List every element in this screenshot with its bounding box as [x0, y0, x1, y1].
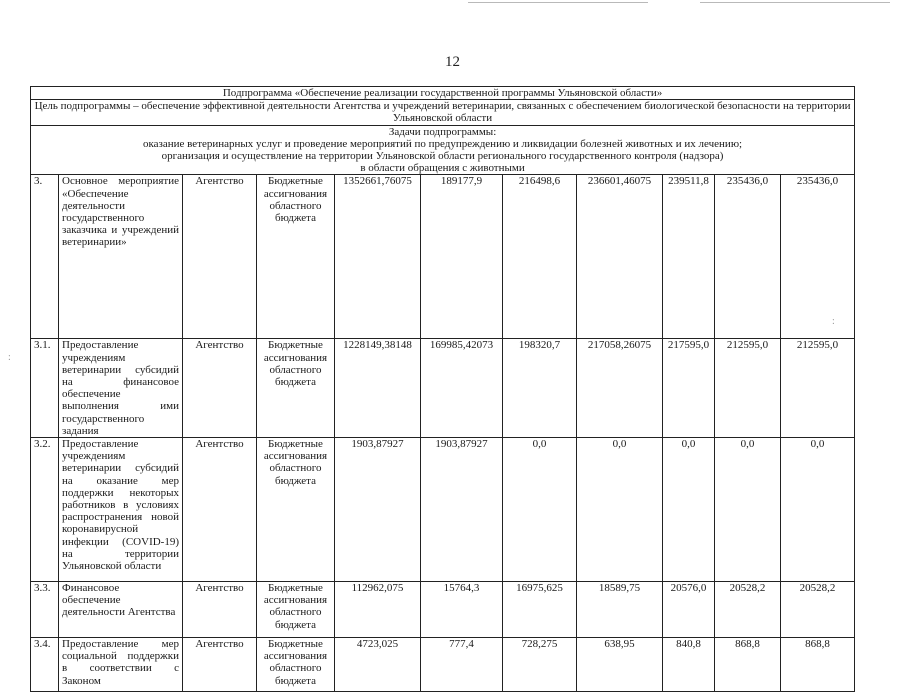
amount-cell: 235436,0 — [715, 175, 781, 339]
amount-cell: 217595,0 — [663, 339, 715, 438]
amount-cell: 212595,0 — [781, 339, 855, 438]
amount-cell: 217058,26075 — [577, 339, 663, 438]
subprogram-title: Подпрограмма «Обеспечение реализации государственной программы Ульяновской области» — [31, 87, 855, 100]
table-row — [31, 582, 855, 638]
amount-cell: 0,0 — [577, 438, 663, 582]
funding-source: Бюджетные ассигнования областного бюджета — [257, 638, 335, 692]
activity-name: Предоставление учреждениям ветеринарии субсидий на финансовое обеспечение выполнения ими государственного задания — [59, 339, 183, 438]
activity-name: Предоставление учреждениям ветеринарии субсидий на оказание мер поддержки некоторых работников в условиях распространения новой коронавирусной инфекции (COVID-19) на территории Ульяновской области — [59, 438, 183, 582]
amount-cell: 1903,87927 — [421, 438, 503, 582]
amount-cell: 1228149,38148 — [335, 339, 421, 438]
subprogram-goal: Цель подпрограммы – обеспечение эффективной деятельности Агентства и учреждений ветеринарии, связанных с обеспечением биологической безопасности на территории Ульяновской области — [31, 100, 855, 125]
row-number: 3.1. — [31, 339, 59, 438]
tasks-heading: Задачи подпрограммы: — [388, 125, 497, 138]
row-number: 3.3. — [31, 582, 59, 638]
task-item: организация и осуществление на территории Ульяновской области регионального государственного контроля (надзора) — [161, 150, 724, 163]
activity-name: Предоставление мер социальной поддержки в соответствии с Законом — [59, 638, 183, 692]
task-item: оказание ветеринарных услуг и проведение мероприятий по предупреждению и ликвидации болезней животных и их лечению; — [142, 137, 743, 150]
amount-cell: 212595,0 — [715, 339, 781, 438]
executor: Агентство — [183, 638, 257, 692]
scan-edge-line — [700, 2, 890, 3]
amount-cell: 216498,6 — [503, 175, 577, 339]
amount-cell: 15764,3 — [421, 582, 503, 638]
row-number: 3.2. — [31, 438, 59, 582]
amount-cell: 0,0 — [503, 438, 577, 582]
amount-cell: 20528,2 — [781, 582, 855, 638]
funding-source: Бюджетные ассигнования областного бюджета — [257, 582, 335, 638]
scan-edge-line — [468, 2, 648, 3]
funding-source: Бюджетные ассигнования областного бюджета — [257, 438, 335, 582]
amount-cell: 198320,7 — [503, 339, 577, 438]
executor: Агентство — [183, 582, 257, 638]
executor: Агентство — [183, 438, 257, 582]
table-row — [31, 339, 855, 438]
subprogram-row — [31, 87, 855, 100]
row-number: 3. — [31, 175, 59, 339]
budget-table — [30, 86, 855, 692]
amount-cell: 239511,8 — [663, 175, 715, 339]
subprogram-tasks — [31, 125, 855, 175]
table-row — [31, 438, 855, 582]
amount-cell: 189177,9 — [421, 175, 503, 339]
amount-cell: 840,8 — [663, 638, 715, 692]
amount-cell: 1352661,76075 — [335, 175, 421, 339]
amount-cell: 20528,2 — [715, 582, 781, 638]
activity-name: Основное мероприятие «Обеспечение деятельности государственного заказчика и учреждений ветеринарии» — [59, 175, 183, 339]
amount-cell: 4723,025 — [335, 638, 421, 692]
scan-mark: : — [832, 316, 835, 327]
amount-cell: 868,8 — [715, 638, 781, 692]
table-row — [31, 638, 855, 692]
amount-cell: 112962,075 — [335, 582, 421, 638]
amount-cell: 20576,0 — [663, 582, 715, 638]
row-number: 3.4. — [31, 638, 59, 692]
goal-row — [31, 100, 855, 125]
amount-cell: 0,0 — [781, 438, 855, 582]
activity-name: Финансовое обеспечение деятельности Агентства — [59, 582, 183, 638]
amount-cell: 16975,625 — [503, 582, 577, 638]
amount-cell: 777,4 — [421, 638, 503, 692]
amount-cell: 868,8 — [781, 638, 855, 692]
amount-cell: 236601,46075 — [577, 175, 663, 339]
funding-source: Бюджетные ассигнования областного бюджета — [257, 339, 335, 438]
page-number: 12 — [445, 54, 460, 70]
funding-source: Бюджетные ассигнования областного бюджета — [257, 175, 335, 339]
activity-rows — [31, 175, 855, 692]
amount-cell: 18589,75 — [577, 582, 663, 638]
amount-cell: 235436,0 — [781, 175, 855, 339]
executor: Агентство — [183, 175, 257, 339]
executor: Агентство — [183, 339, 257, 438]
amount-cell: 0,0 — [715, 438, 781, 582]
amount-cell: 0,0 — [663, 438, 715, 582]
amount-cell: 638,95 — [577, 638, 663, 692]
amount-cell: 728,275 — [503, 638, 577, 692]
scan-mark: : — [8, 352, 11, 363]
amount-cell: 1903,87927 — [335, 438, 421, 582]
table-row — [31, 175, 855, 339]
tasks-row — [31, 125, 855, 175]
task-item: в области обращения с животными — [360, 162, 525, 175]
amount-cell: 169985,42073 — [421, 339, 503, 438]
